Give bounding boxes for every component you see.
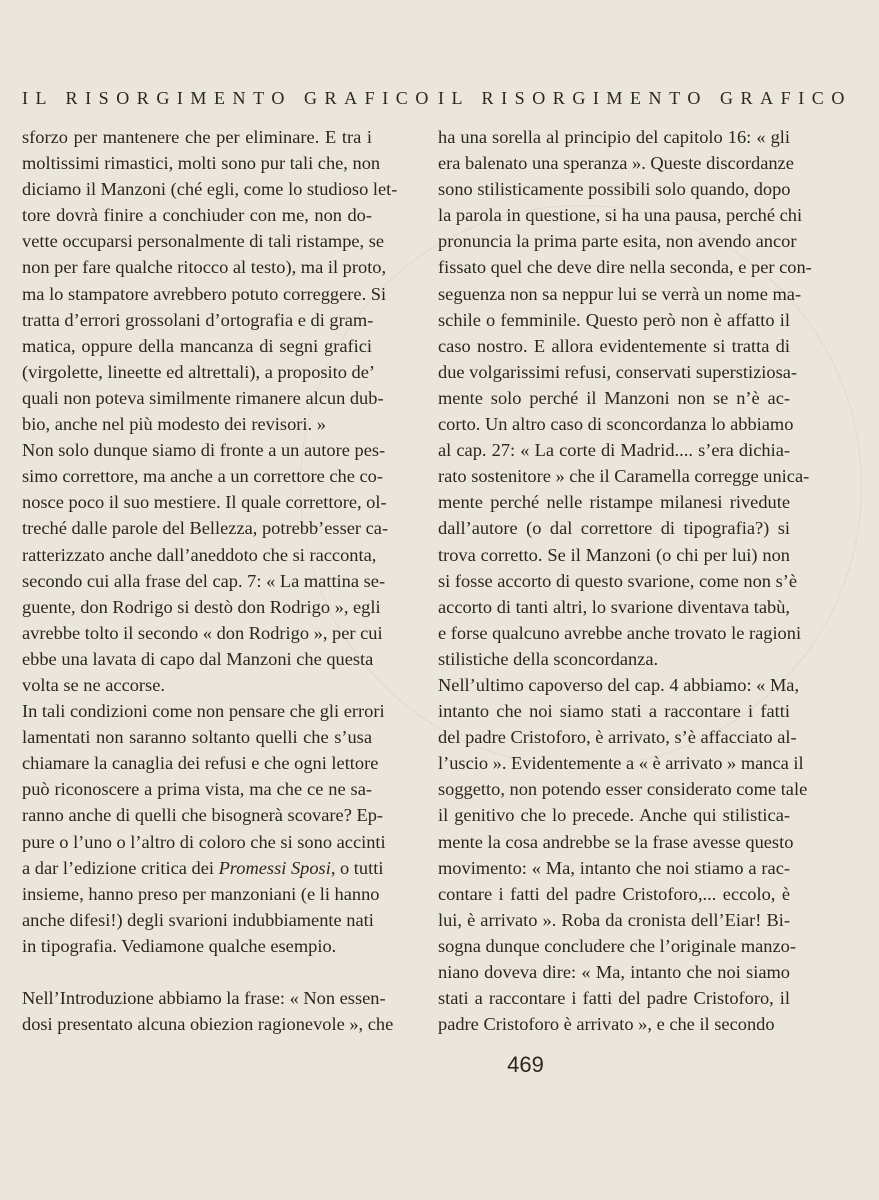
text-line: quali non poteva similmente rimanere alcun dub- [22,387,384,408]
text-line: rato sostenitore » che il Caramella corregge unica- [438,466,810,487]
text-line: simo correttore, ma anche a un correttore che co- [22,466,383,487]
text-line: accorto di tanti altri, lo svarione diventava tabù, [438,596,790,617]
text-line: schile o femminile. Questo però non è affatto il [438,309,790,330]
text-line: In tali condizioni come non pensare che gli errori [22,701,385,722]
text-line: Nell’Introduzione abbiamo la frase: « Non essen- [22,988,386,1008]
text-line: nosce poco il suo mestiere. Il quale correttore, ol- [22,492,387,513]
text-line: fissato quel che deve dire nella seconda, e per con- [438,257,812,278]
text-line: mente perché nelle ristampe milanesi rivedute [438,492,790,513]
right-text-column [438,124,812,1037]
text-line: tratta d’errori grossolani d’ortografia e di gram- [22,309,374,330]
text-line: può riconoscere a prima vista, ma che ce ne sa- [22,779,372,800]
text-line: lui, è arrivato ». Roba da cronista dell’Eiar! Bi- [438,909,790,930]
text-line: treché dalle parole del Bellezza, potrebb’esser ca- [22,518,389,539]
text-line: il genitivo che lo precede. Anche qui stilistica- [438,805,790,826]
paragraph-gap [22,959,372,985]
text-line: niano doveva dire: « Ma, intanto che noi siamo [438,962,790,982]
text-line: bio, anche nel più modesto dei revisori. » [22,414,326,435]
text-line: la parola in questione, si ha una pausa, perché chi [438,205,803,226]
text-line: dall’autore (o dal correttore di tipografia?) si [438,518,790,539]
text-line: contare i fatti del padre Cristoforo,... eccolo, è [438,883,790,904]
page-number: 469 [507,1052,544,1077]
text-line: padre Cristoforo è arrivato », e che il secondo [438,1014,775,1035]
text-line: (virgolette, lineette ed altrettali), a proposito de’ [22,361,376,382]
text-line: al cap. 27: « La corte di Madrid.... s’era dichia- [438,440,790,461]
text-line: diciamo il Manzoni (ché egli, come lo studioso let- [22,179,398,200]
text-line: tore dovrà finire a conchiuder con me, non do- [22,205,372,226]
text-line: in tipografia. Vediamone qualche esempio. [22,935,337,956]
text-line: moltissimi rimastici, molti sono pur tali che, non [22,153,381,174]
text-line: vette occuparsi personalmente di tali ristampe, se [22,231,385,252]
text-line: mente solo perché il Manzoni non se n’è ac- [438,387,790,408]
text-line: ranno anche di quelli che bisognerà scovare? Ep- [22,805,384,826]
text-line: pronuncia la prima parte esita, non avendo ancor [438,231,797,252]
text-line: avrebbe tolto il secondo « don Rodrigo », per cui [22,622,383,643]
text-line: due volgarissimi refusi, conservati superstiziosa- [438,361,798,382]
text-line: stilistiche della sconcordanza. [438,648,659,669]
text-line: sogna dunque concludere che l’originale manzo- [438,935,796,956]
text-line: non per fare qualche ritocco al testo), ma il proto, [22,257,387,278]
text-line: del padre Cristoforo, è arrivato, s’è affacciato al- [438,727,797,748]
text-line: l’uscio ». Evidentemente a « è arrivato » manca il [438,753,804,774]
text-line: Nell’ultimo capoverso del cap. 4 abbiamo: « Ma, [438,674,800,695]
text-line: lamentati non saranno soltanto quelli che s’usa [22,727,372,748]
text-line: chiamare la canaglia dei refusi e che ogni lettore [22,753,379,774]
text-line: trova corretto. Se il Manzoni (o chi per lui) non [438,544,790,565]
text-line: e forse qualcuno avrebbe anche trovato le ragioni [438,622,802,643]
running-header-left: IL RISORGIMENTO GRAFICO [22,88,436,108]
text-line: si fosse accorto di questo svarione, come non s’è [438,570,798,591]
text-line: intanto che noi siamo stati a raccontare i fatti [438,701,790,722]
text-line: a dar l’edizione critica dei Promessi Sposi, o tutti [22,857,384,878]
text-line: pure o l’uno o l’altro di coloro che si sono accinti [22,831,386,852]
text-line: ratterizzato anche dall’aneddoto che si racconta, [22,544,377,565]
left-text-column [22,124,398,1037]
text-line: seguenza non sa neppur lui se verrà un nome ma- [438,283,802,304]
text-line: stati a raccontare i fatti del padre Cristoforo, il [438,988,790,1009]
text-line: ebbe una lavata di capo dal Manzoni che questa [22,648,374,669]
text-line: Non solo dunque siamo di fronte a un autore pes- [22,440,386,461]
text-line: era balenato una speranza ». Queste discordanze [438,153,794,174]
text-line: ma lo stampatore avrebbero potuto correggere. Si [22,283,387,304]
text-line: sforzo per mantenere che per eliminare. E tra i [22,127,372,147]
text-line: insieme, hanno preso per manzoniani (e li hanno [22,883,380,904]
text-line: matica, oppure della mancanza di segni grafici [22,335,372,356]
text-line: secondo cui alla frase del cap. 7: « La mattina se- [22,570,386,591]
text-line: ha una sorella al principio del capitolo 16: « gli [438,127,790,147]
text-line: soggetto, non potendo esser considerato come tale [438,779,808,800]
text-line: anche difesi!) degli svarioni indubbiamente nati [22,909,374,930]
text-line: movimento: « Ma, intanto che noi stiamo a rac- [438,857,790,878]
text-line: corto. Un altro caso di sconcordanza lo abbiamo [438,414,794,435]
text-line: volta se ne accorse. [22,674,165,695]
text-line: mente la cosa andrebbe se la frase avesse questo [438,831,794,852]
text-line: sono stilisticamente possibili solo quando, dopo [438,179,791,200]
text-line: guente, don Rodrigo si destò don Rodrigo », egli [22,596,381,617]
text-line: dosi presentato alcuna obiezion ragionevole », che [22,1014,394,1035]
running-header-right: IL RISORGIMENTO GRAFICO [438,88,852,108]
text-line: caso nostro. E allora evidentemente si tratta di [438,335,790,356]
